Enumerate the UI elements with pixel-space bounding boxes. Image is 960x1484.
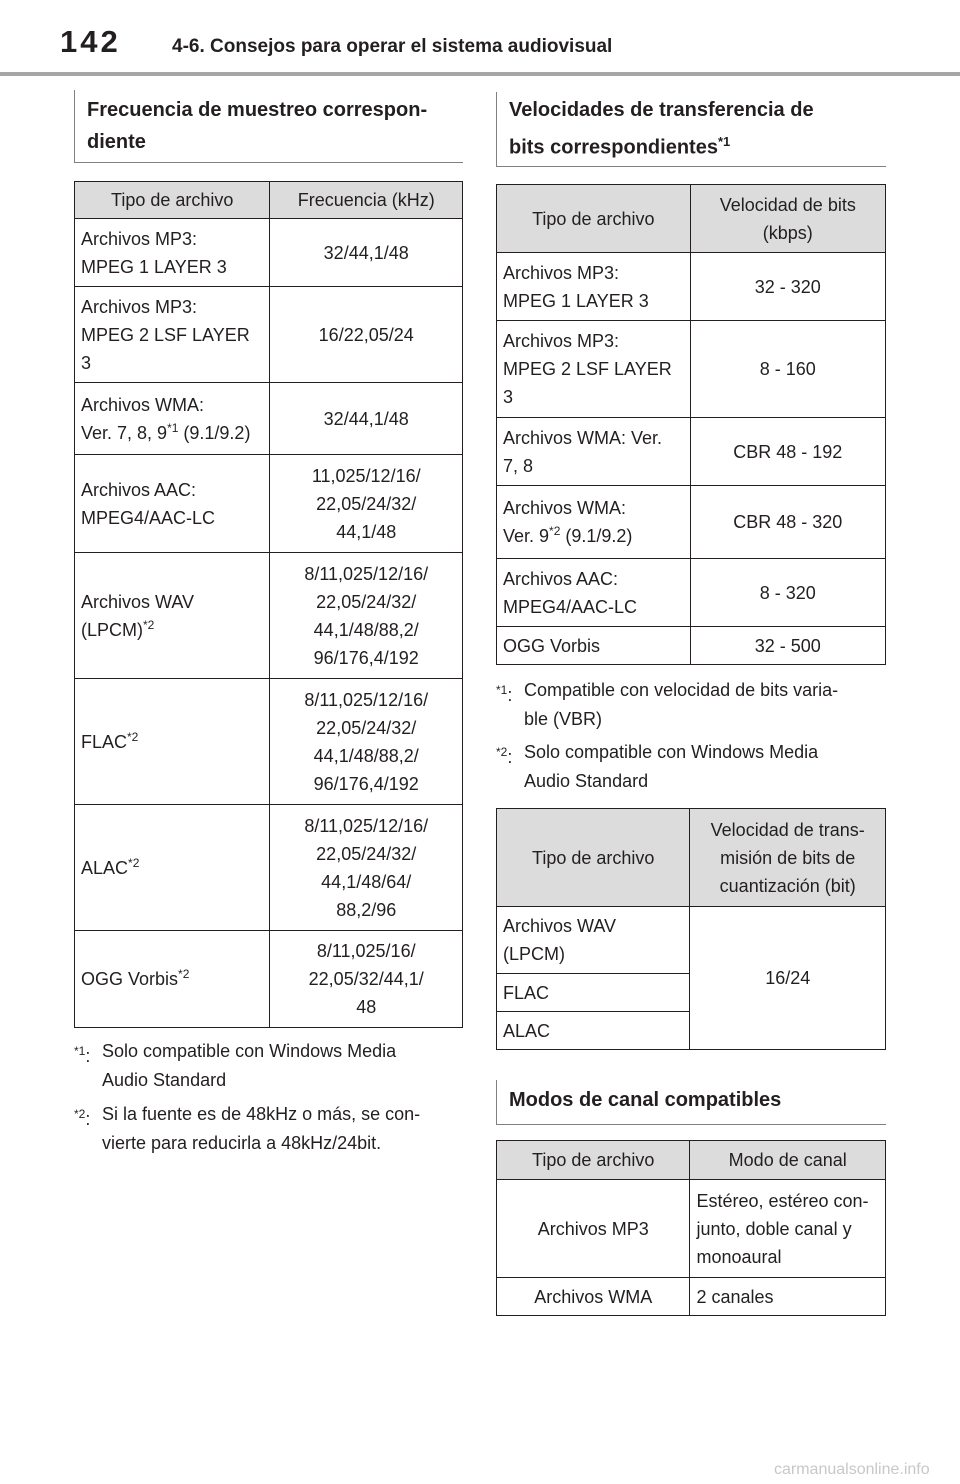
section-title-line: Frecuencia de muestreo correspon- [87,99,428,121]
quantization-value: 16/24 [690,907,886,1050]
column-header-line: Velocidad de bits [719,194,856,215]
column-header: Modo de canal [690,1141,886,1180]
file-type-line: (9.1/9.2) [178,422,251,443]
frequency-value: 16/22,05/24 [318,324,414,345]
frequency-value: 48 [356,997,377,1017]
file-type-line: OGG Vorbis [81,969,179,989]
frequency-value: 96/176,4/192 [313,773,419,794]
frequency-value: 22,05/24/32/ [316,493,417,514]
frequency-value: 22,05/24/32/ [316,717,417,738]
frequency-value: 32/44,1/48 [323,242,409,263]
file-type-line: 3 [81,352,92,373]
file-type-line: Archivos MP3: [81,296,198,317]
frequency-value: 8/11,025/12/16/ [304,689,429,710]
frequency-value: 8/11,025/12/16/ [304,563,429,584]
bitrate-table [496,184,886,665]
table-row [75,219,463,287]
section-title-velocidades [496,92,886,167]
table-row [75,287,463,383]
footnote-mark: *2 [496,745,508,759]
file-type-line: FLAC [503,982,550,1003]
file-type-line: FLAC [81,731,128,752]
quantization-table [496,808,886,1050]
section-title-line: diente [87,131,146,153]
file-type-line: 7, 8 [503,455,534,476]
file-type-line: Archivos AAC: [81,479,197,500]
table-row [497,253,886,321]
file-type-line: 3 [503,387,514,407]
bitrate-value: 8 - 320 [690,559,885,627]
watermark: carmanualsonline.info [774,1461,930,1478]
frequency-value: 11,025/12/16/ [311,465,421,486]
file-type-line: MPEG 2 LSF LAYER [503,359,672,379]
channel-table [496,1140,886,1316]
file-type-line: Archivos WAV [503,916,617,936]
channel-mode-line: junto, doble canal y [696,1218,852,1239]
footnote-text: vierte para reducirla a 48kHz/24bit. [102,1133,382,1153]
table-row [497,627,886,665]
footnote: $^{*1}$: Solo compatible con Windows Media Audio Standard [74,1041,397,1090]
file-type-line: (LPCM) [503,944,565,964]
table-row [497,559,886,627]
column-header [690,185,885,253]
file-type-line: Archivos WMA [534,1286,653,1307]
footnote-marker: *2 [549,524,561,538]
table-row [75,805,463,931]
column-header-line: (kbps) [762,222,813,243]
footnote-marker: *1 [717,134,731,149]
table-row [75,383,463,455]
file-type-line: ALAC [503,1020,551,1041]
footnote-marker: *2 [178,967,190,981]
frequency-value: 44,1/48/88,2/ [313,619,419,640]
footnote-mark: *2 [74,1107,86,1121]
footnote-text: Si la fuente es de 48kHz o más, se con- [102,1104,421,1124]
frequency-value: 44,1/48 [336,521,397,542]
file-type-line: Archivos WMA: [503,498,627,518]
page-number: 142 [60,24,121,59]
column-header: Tipo de archivo [75,182,270,219]
section-title-line: bits correspondientes [509,136,718,159]
column-header: Tipo de archivo [497,809,690,907]
frequency-value: 8/11,025/16/ [316,941,416,961]
file-type-line: MPEG 1 LAYER 3 [81,256,227,277]
section-title-frecuencia [74,90,463,163]
table-row [497,907,886,974]
file-type-line: MPEG 1 LAYER 3 [503,290,649,311]
file-type-line: Archivos WMA: [81,394,205,415]
channel-mode-line: Estéreo, estéreo con- [696,1190,869,1211]
file-type-line: MPEG4/AAC-LC [503,596,638,617]
frequency-value: 32/44,1/48 [323,408,409,429]
bitrate-value: 32 - 320 [690,253,885,321]
footnote-marker: *2 [128,855,140,870]
file-type-line: Archivos MP3: [81,228,198,249]
file-type-line: (9.1/9.2) [560,526,633,546]
frequency-value: 96/176,4/192 [313,647,419,668]
table-row [497,321,886,418]
file-type-line: Archivos WMA: Ver. [503,427,663,448]
footnote-text: Solo compatible con Windows Media [524,742,819,762]
frequency-value: 22,05/32/44,1/ [308,969,424,989]
column-header: Frecuencia (kHz) [270,182,463,219]
footnote: $^{*2}$: Solo compatible con Windows Media Audio Standard [496,742,819,791]
file-type-line: Archivos WAV [81,591,195,612]
file-type-line: Ver. 9 [503,526,550,546]
footnote-text: Audio Standard [524,771,649,791]
column-header-line: Velocidad de trans- [710,819,865,840]
header-rule [0,72,960,76]
section-title-line: Modos de canal compatibles [509,1089,782,1111]
footnote-marker: *2 [127,729,139,744]
bitrate-value: 8 - 160 [690,321,885,418]
file-type-line: Archivos MP3: [503,262,620,283]
page-header [0,0,960,76]
file-type-line: (LPCM) [81,619,143,640]
footnote-mark: *1 [496,683,508,697]
footnote-text: Solo compatible con Windows Media [102,1041,397,1061]
bitrate-value: CBR 48 - 192 [690,418,885,486]
frequency-value: 88,2/96 [336,899,397,920]
file-type-line: MPEG 2 LSF LAYER [81,324,250,345]
frequency-value: 44,1/48/88,2/ [313,745,419,766]
channel-mode-line: monoaural [696,1246,782,1267]
table-row [497,486,886,559]
column-header-line: misión de bits de [720,847,856,868]
section-title-line: Velocidades de transferencia de [509,99,814,121]
column-header [690,809,886,907]
footnote: $^{*1}$: Compatible con velocidad de bits varia- ble (VBR) [496,680,839,729]
file-type-line: Archivos MP3: [503,331,620,351]
frequency-value: 22,05/24/32/ [316,843,417,864]
footnote-text: ble (VBR) [524,709,603,729]
channel-mode-line: 2 canales [696,1286,774,1307]
table-row [497,418,886,486]
table-row [75,455,463,553]
frequency-value: 44,1/48/64/ [321,871,412,892]
frequency-value: 8/11,025/12/16/ [304,815,429,836]
table-row [497,1278,886,1316]
footnote: $^{*2}$: Si la fuente es de 48kHz o más, se con- vierte para reducirla a 48kHz/24bit. [74,1104,421,1153]
footnote-marker: *2 [143,617,155,632]
bitrate-value: 32 - 500 [690,627,885,665]
column-header-line: cuantización (bit) [719,875,856,896]
footnote-marker: *1 [167,420,179,435]
frequency-table [74,181,463,1028]
bitrate-value: CBR 48 - 320 [690,486,885,559]
file-type-line: Archivos AAC: [503,568,619,589]
table-row [75,931,463,1028]
column-header: Tipo de archivo [497,185,691,253]
footnote-text: Audio Standard [102,1070,227,1090]
table-row [75,679,463,805]
frequency-value: 22,05/24/32/ [316,591,417,612]
table-row [75,553,463,679]
file-type-line: OGG Vorbis [503,635,601,656]
chapter-title: 4-6. Consejos para operar el sistema audiovisual [172,36,613,57]
file-type-line: ALAC [81,857,129,878]
file-type-line: Ver. 7, 8, 9 [81,422,168,443]
file-type-line: MPEG4/AAC-LC [81,507,216,528]
column-header: Tipo de archivo [497,1141,690,1180]
table-row [497,1180,886,1278]
section-title-modos [496,1080,886,1125]
footnote-mark: *1 [74,1044,86,1058]
file-type-line: Archivos MP3 [537,1218,649,1239]
footnote-text: Compatible con velocidad de bits varia- [524,680,839,700]
